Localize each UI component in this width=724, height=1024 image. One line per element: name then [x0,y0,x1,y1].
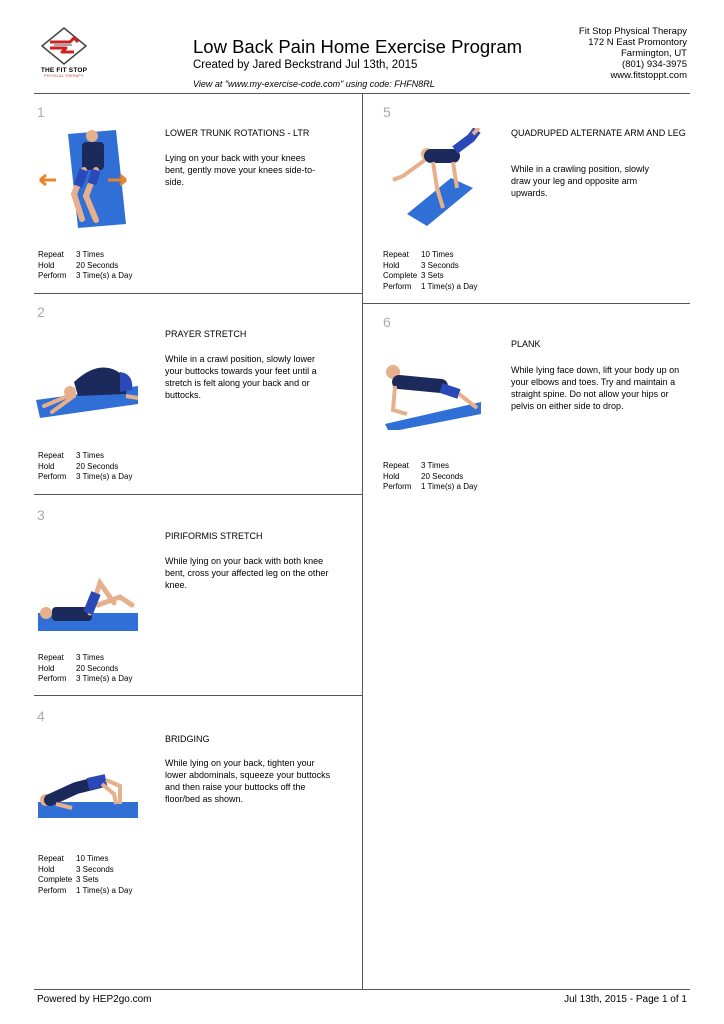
exercise-params [38,451,132,483]
param-row [38,664,132,675]
exercise-title: QUADRUPED ALTERNATE ARM AND LEG [511,128,686,138]
page-info: Jul 13th, 2015 - Page 1 of 1 [564,994,687,1005]
exercise-number: 4 [37,708,45,724]
exercise-description: While in a crawl position, slowly lower your buttocks towards your feet until a stretch is felt along your back and or buttocks. [165,354,317,400]
clinic-name: Fit Stop Physical Therapy [578,26,687,37]
param-value: 20 Seconds [76,663,119,673]
logo-icon [40,26,88,66]
param-row [383,282,477,293]
param-value: 10 Times [421,250,454,259]
param-label: Hold [38,260,55,270]
param-row [38,854,132,865]
param-value: 3 Time(s) a Day [76,271,133,280]
exercise-card-1 [34,94,362,293]
param-label: Repeat [383,461,409,470]
param-label: Hold [383,471,400,481]
exercise-title: PLANK [511,339,541,349]
param-row [383,461,477,472]
param-row [38,451,132,462]
page-title: Low Back Pain Home Exercise Program [193,36,523,57]
quadruped-arm-leg-illustration [387,128,483,228]
fit-stop-logo [36,26,92,86]
param-label: Hold [38,864,55,874]
param-row [38,653,132,664]
exercise-description: While lying on your back with both knee bent, cross your affected leg on the other knee. [165,556,329,590]
param-value: 20 Seconds [421,471,464,481]
param-value: 20 Seconds [76,260,119,270]
param-label: Hold [383,260,400,270]
exercise-card-4 [34,696,362,989]
logo-subtext: PHYSICAL THERAPY [44,74,84,78]
bridging-illustration [36,770,140,820]
param-label: Perform [38,472,67,481]
param-value: 3 Seconds [421,260,459,270]
param-value: 3 Sets [421,271,444,280]
param-value: 3 Seconds [76,864,114,874]
clinic-website[interactable]: www.fitstoppt.com [610,70,687,81]
exercise-params [383,461,477,493]
exercise-number: 5 [383,104,391,120]
param-row [38,261,132,272]
exercise-title: PRAYER STRETCH [165,329,247,339]
param-row [383,271,477,282]
logo-text: THE FIT STOP [40,67,88,74]
footer-divider [34,989,690,990]
param-value: 1 Time(s) a Day [421,281,478,291]
param-value: 20 Seconds [76,461,119,471]
param-value: 1 Time(s) a Day [421,482,478,491]
exercise-title: BRIDGING [165,734,210,744]
view-code: View at "www.my-exercise-code.com" using code: FHFN8RL [193,79,435,89]
param-row [38,472,132,483]
param-label: Complete [383,271,418,280]
exercise-title: LOWER TRUNK ROTATIONS - LTR [165,128,310,138]
exercise-description: Lying on your back with your knees bent, gently move your knees side-to-side. [165,153,316,187]
clinic-info [579,26,687,81]
exercise-params [383,250,477,292]
clinic-city: Farmington, UT [621,48,687,59]
param-row [38,886,132,897]
param-label: Hold [38,461,55,471]
param-label: Complete [38,875,73,884]
param-value: 3 Time(s) a Day [76,472,133,481]
param-row [383,482,477,493]
exercise-number: 1 [37,104,45,120]
param-row [38,271,132,282]
param-value: 1 Time(s) a Day [76,885,133,895]
param-label: Perform [38,271,67,280]
param-label: Perform [38,885,67,895]
clinic-street: 172 N East Promontory [588,37,687,48]
exercise-card-5 [363,94,690,303]
lower-trunk-rotation-illustration [38,124,138,232]
param-row [38,462,132,473]
exercise-card-3 [34,495,362,695]
param-value: 3 Time(s) a Day [76,674,133,683]
param-row [38,865,132,876]
param-label: Hold [38,663,55,673]
exercise-params [38,250,132,282]
param-label: Perform [383,281,412,291]
param-label: Perform [38,674,67,683]
exercise-description: While lying on your back, tighten your lower abdominals, squeeze your buttocks and then raise your buttocks off the floor/bed as shown. [165,758,331,804]
clinic-phone: (801) 934-3975 [622,59,687,70]
plank-illustration [381,358,485,430]
param-value: 10 Times [76,854,109,863]
param-value: 3 Times [76,250,105,259]
param-value: 3 Times [421,461,450,470]
exercise-number: 6 [383,314,391,330]
prayer-stretch-illustration [34,352,140,422]
exercise-description: While lying face down, lift your body up on your elbows and toes. Try and maintain a straight spine. Do not allow your hips or pelvis on either side to drop. [511,365,680,411]
created-by: Created by Jared Beckstrand Jul 13th, 2015 [193,59,418,71]
exercise-number: 2 [37,304,45,320]
param-label: Repeat [38,653,64,662]
param-row [383,261,477,272]
piriformis-stretch-illustration [36,575,140,633]
exercise-params [38,854,132,896]
exercise-params [38,653,132,685]
page-header [0,0,724,94]
param-label: Repeat [38,451,64,460]
param-label: Perform [383,482,412,491]
powered-by[interactable]: Powered by HEP2go.com [37,994,152,1005]
exercise-card-2 [34,294,362,494]
param-label: Repeat [38,250,64,259]
param-row [38,875,132,886]
param-value: 3 Times [76,451,105,460]
exercise-number: 3 [37,507,45,523]
param-row [38,250,132,261]
param-value: 3 Times [76,653,105,662]
param-label: Repeat [383,250,409,259]
param-row [38,674,132,685]
exercise-description: While in a crawling position, slowly draw your leg and opposite arm upwards. [511,164,650,198]
param-row [383,472,477,483]
exercise-title: PIRIFORMIS STRETCH [165,531,263,541]
param-value: 3 Sets [76,875,99,884]
param-label: Repeat [38,854,64,863]
exercise-card-6 [363,304,690,504]
param-row [383,250,477,261]
